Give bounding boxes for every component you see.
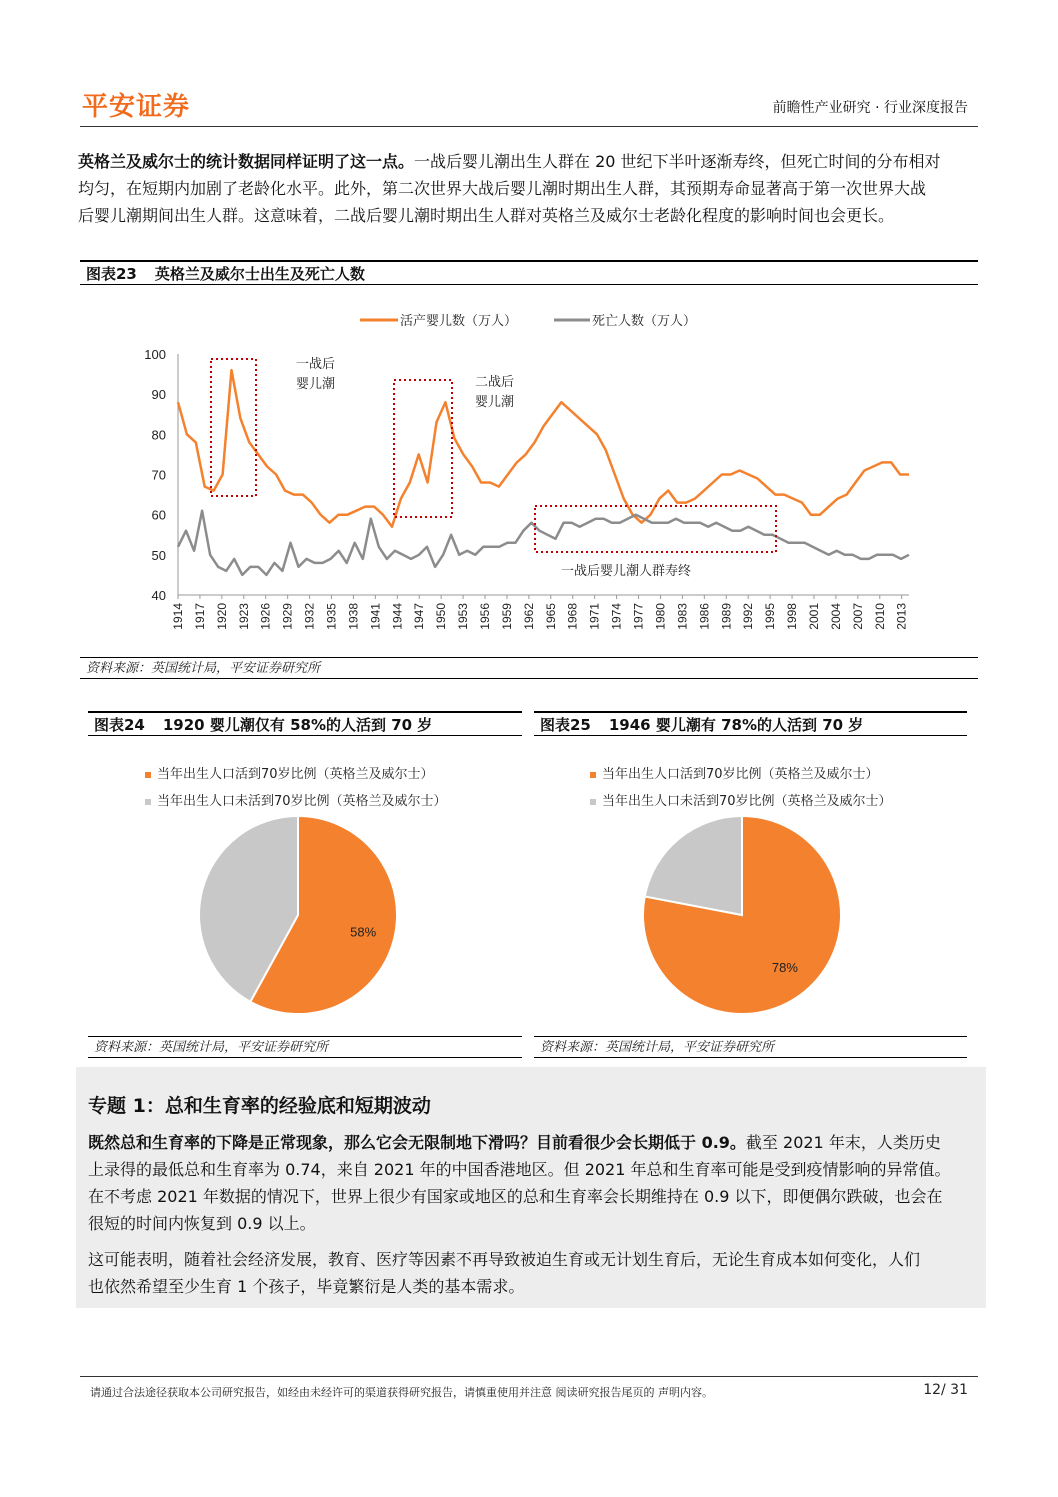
x-tick-label: 1917 [192,603,207,630]
fig25-title-bar [534,711,967,736]
legend-births-label: 活产婴儿数（万人） [400,313,518,328]
x-tick-label: 2004 [828,603,843,630]
x-tick-label: 1944 [390,603,405,630]
fig25-legend-1 [590,763,879,782]
fig25-source: 资料来源：英国统计局，平安证券研究所 [534,1036,967,1058]
intro-line3: 后婴儿潮期间出生人群。这意味着，二战后婴儿潮时期出生人群对英格兰及威尔士老龄化程度的影响时间也会更长。 [78,206,895,225]
fig24-legend-2 [145,790,447,809]
company-logo: 平安证券 [82,92,191,122]
x-tick-label: 1962 [521,603,536,630]
pie-1946-slices [643,816,841,1014]
y-tick-label: 60 [151,507,166,523]
x-tick-label: 1956 [478,603,493,630]
x-tick-label: 1926 [258,603,273,630]
legend-square [590,799,596,805]
x-tick-label: 1938 [346,603,361,630]
topic-p1-bold: 既然总和生育率的下降是正常现象，那么它会无限制地下滑吗？目前看很少会长期低于 0.9。 [88,1133,746,1152]
topic-p1-line2: 上录得的最低总和生育率为 0.74，来自 2021 年的中国香港地区。但 2021 年总和生育率可能是受到疫情影响的异常值。 [88,1160,951,1179]
topic-paragraph-2 [88,1246,976,1300]
fig24-title: 1920 婴儿潮仅有 58%的人活到 70 岁 [162,716,433,734]
fig23-title: 英格兰及威尔士出生及死亡人数 [154,265,365,283]
x-tick-label: 1929 [280,603,295,630]
fig23-source: 资料来源：英国统计局，平安证券研究所 [80,657,978,679]
pie-chart-1946 [632,810,852,1020]
intro-line1: 一战后婴儿潮出生人群在 20 世纪下半叶逐渐寿终，但死亡时间的分布相对 [414,152,941,171]
legend-deaths-label: 死亡人数（万人） [592,313,697,328]
x-tick-label: 1932 [302,603,317,630]
pie-1946-data-label: 78% [771,959,798,975]
annotation-cohort-death: 一战后婴儿潮人群寿终 [561,563,692,578]
fig24-source: 资料来源：英国统计局，平安证券研究所 [88,1036,522,1058]
annotation-ww1-line1: 一战后 [296,356,336,371]
pie-1946-slice-1 [645,816,742,915]
deaths-series-line [178,511,909,575]
topic-p1-line4: 很短的时间内恢复到 0.9 以上。 [88,1214,316,1233]
x-tick-label: 1914 [171,603,185,630]
fig23-number: 图表23 [86,265,137,283]
line-chart [80,290,978,655]
x-tick-label: 1971 [587,603,602,630]
x-tick-label: 1950 [434,603,449,630]
x-tick-label: 1977 [631,603,646,630]
pie-1920-data-label: 58% [350,924,377,940]
fig25-title: 1946 婴儿潮有 78%的人活到 70 岁 [608,716,864,734]
y-tick-label: 90 [151,387,166,403]
x-tick-label: 2007 [850,603,865,630]
y-tick-label: 80 [151,427,166,443]
fig25-legend-2-label: 当年出生人口未活到70岁比例（英格兰及威尔士） [602,794,892,809]
births-series-line [178,370,909,527]
fig24-title-bar [88,711,522,736]
intro-line2: 均匀，在短期内加剧了老龄化水平。此外，第二次世界大战后婴儿潮时期出生人群，其预期寿命显著高于第一次世界大战 [78,179,927,198]
x-tick-label: 1953 [456,603,471,630]
x-tick-label: 1980 [653,603,668,630]
fig25-number: 图表25 [540,716,591,734]
y-tick-label: 100 [144,347,166,362]
intro-paragraph [78,148,986,229]
legend-square [145,772,151,778]
annotation-ww1-line2: 婴儿潮 [296,376,336,391]
x-tick-label: 1965 [543,603,558,630]
footer-disclaimer: 请通过合法途径获取本公司研究报告，如经由未经许可的渠道获得研究报告，请慎重使用并注意 阅读研究报告尾页的 声明内容。 [90,1386,713,1399]
y-tick-label: 50 [151,547,166,563]
pie-1920-slices [199,816,397,1014]
x-tick-label: 1998 [785,603,800,630]
x-tick-label: 1935 [324,603,339,630]
topic-title: 专题 1：总和生育率的经验底和短期波动 [88,1095,431,1117]
fig25-legend-2 [590,790,892,809]
page-number: 12/ 31 [923,1382,968,1398]
legend-square [590,772,596,778]
x-tick-label: 1941 [368,603,383,630]
topic-p1-line3: 在不考虑 2021 年数据的情况下，世界上很少有国家或地区的总和生育率会长期维持在 0.9 以下，即便偶尔跌破，也会在 [88,1187,943,1206]
topic-p2-line2: 也依然希望至少生育 1 个孩子，毕竟繁衍是人类的基本需求。 [88,1277,525,1296]
x-tick-label: 1959 [499,603,514,630]
x-tick-label: 2001 [806,603,821,630]
header-divider [80,126,978,127]
x-tick-label: 1920 [214,603,229,630]
x-tick-label: 1947 [412,603,427,630]
x-tick-label: 1968 [565,603,580,630]
x-tick-label: 1983 [675,603,690,630]
fig24-legend-1-label: 当年出生人口活到70岁比例（英格兰及威尔士） [157,767,434,782]
chart-axes [144,347,909,630]
x-tick-label: 1992 [741,603,756,630]
topic-paragraph-1 [88,1129,976,1237]
x-tick-label: 2010 [872,603,887,630]
intro-bold: 英格兰及威尔士的统计数据同样证明了这一点。 [78,152,415,171]
fig25-legend-1-label: 当年出生人口活到70岁比例（英格兰及威尔士） [602,767,879,782]
fig23-title-bar [80,260,978,285]
x-tick-label: 1986 [697,603,712,630]
x-tick-label: 2013 [894,603,909,630]
y-tick-label: 40 [151,588,166,603]
fig24-legend-1 [145,763,434,782]
y-tick-label: 70 [151,467,166,483]
x-tick-label: 1995 [763,603,778,630]
ww1-cohort-death-box [535,506,776,552]
report-type: 前瞻性产业研究 · 行业深度报告 [772,100,968,116]
x-tick-label: 1923 [236,603,251,630]
x-tick-label: 1989 [719,603,734,630]
footer-divider [80,1376,978,1377]
x-tick-label: 1974 [609,603,624,630]
fig24-number: 图表24 [94,716,145,734]
annotation-ww2-line2: 婴儿潮 [475,394,515,409]
chart-series [178,370,909,575]
annotation-ww2-line1: 二战后 [475,374,515,389]
fig24-legend-2-label: 当年出生人口未活到70岁比例（英格兰及威尔士） [157,794,447,809]
legend-square [145,799,151,805]
topic-p2-line1: 这可能表明，随着社会经济发展，教育、医疗等因素不再导致被迫生育或无计划生育后，无论生育成本如何变化，人们 [88,1250,921,1269]
topic-p1-rest: 截至 2021 年末，人类历史 [745,1133,941,1152]
pie-chart-1920 [190,810,410,1020]
